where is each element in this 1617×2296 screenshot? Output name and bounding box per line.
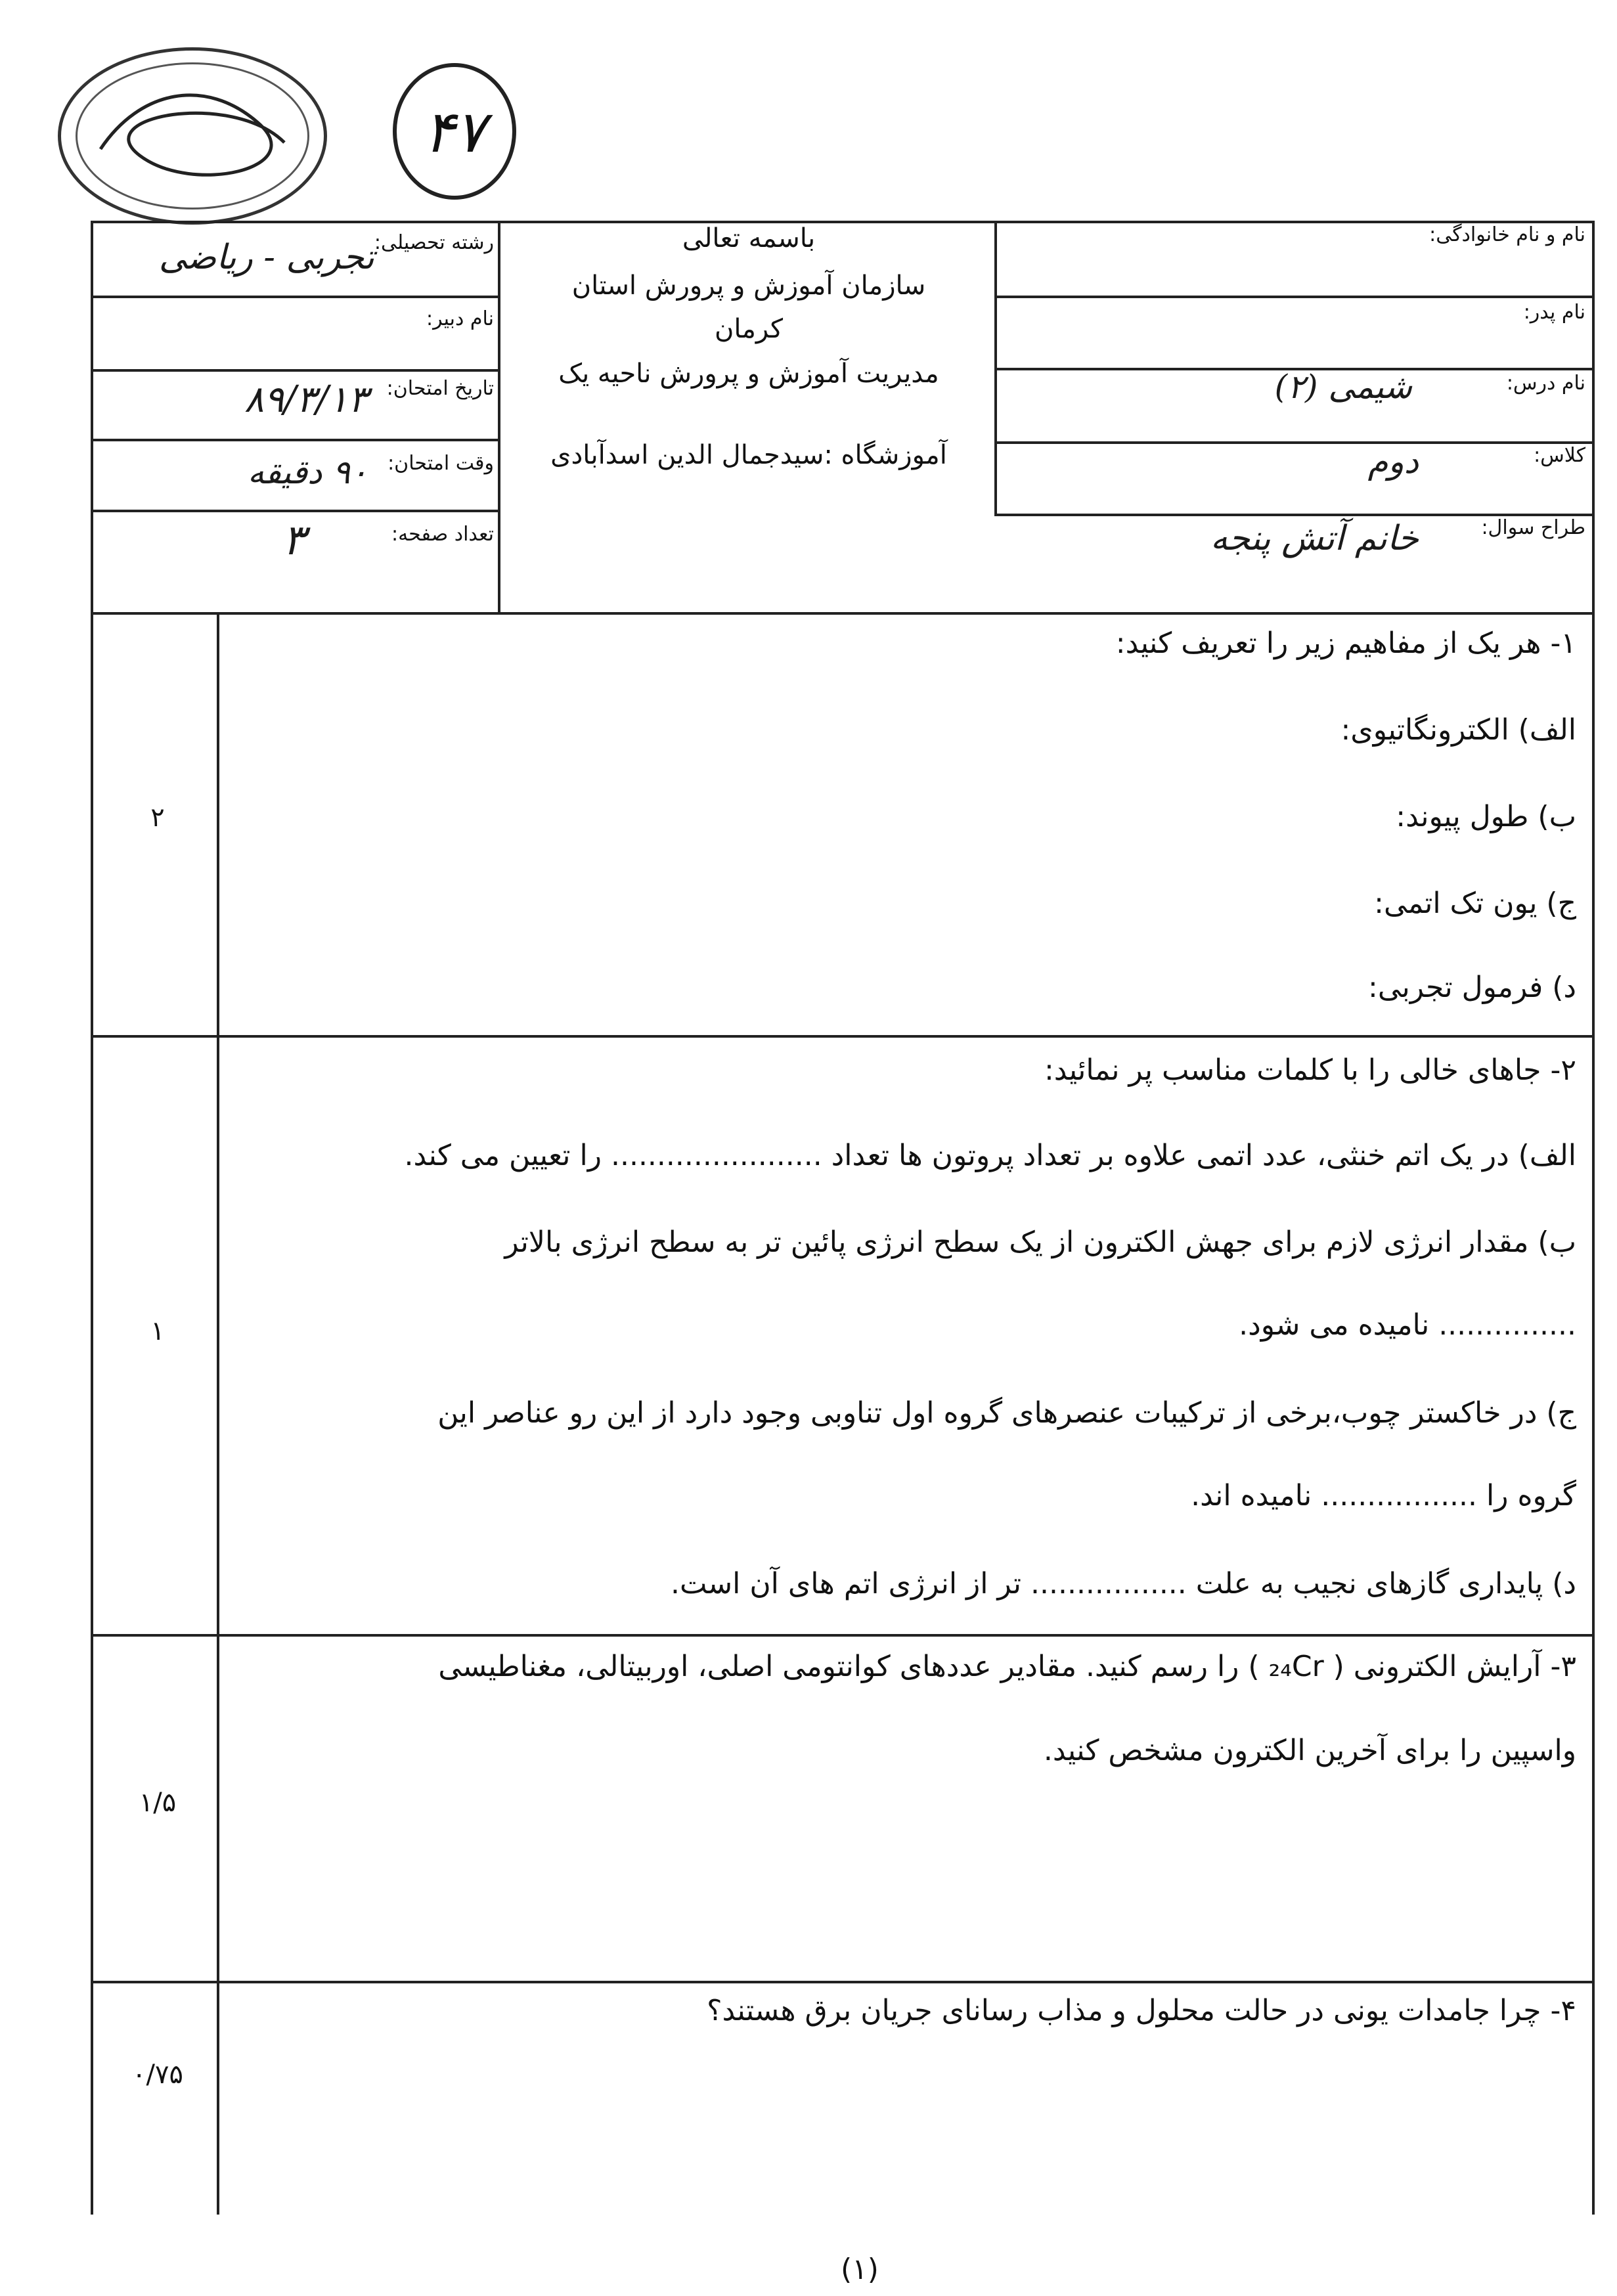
- q2-item-a: الف) در یک اتم خنثی، عدد اتمی علاوه بر تعداد پروتون ها تعداد ....................... را تعیین می کند.: [404, 1139, 1576, 1172]
- q2-score: ۱: [150, 1316, 165, 1346]
- father-name-label: نام پدر:: [1523, 301, 1585, 324]
- q2-item-b-line2: ............... نامیده می شود.: [1239, 1308, 1576, 1342]
- field-label: رشته تحصیلی:: [374, 231, 494, 254]
- subject-label: نام درس:: [1506, 372, 1585, 395]
- footer-page-number: (۱): [841, 2253, 879, 2286]
- student-name-label: نام و نام خانوادگی:: [1429, 223, 1585, 246]
- q1-item-c: ج) یون تک اتمی:: [1374, 887, 1576, 920]
- page-count-value: ۳: [282, 516, 305, 565]
- school-name: آموزشگاه :سیدجمال الدین اسدآبادی: [550, 440, 947, 470]
- q4-score: ۰/۷۵: [132, 2060, 183, 2090]
- designer-label: طراح سوال:: [1481, 516, 1585, 539]
- q4-line-1: ۴- چرا جامدات یونی در حالت محلول و مذاب رسانای جریان برق هستند؟: [707, 1994, 1576, 2027]
- q1-item-b: ب) طول پیوند:: [1396, 800, 1576, 833]
- q2-item-d: د) پایداری گازهای نجیب به علت ................. تر از انرژی اتم های آن است.: [671, 1567, 1576, 1601]
- class-value: دوم: [1367, 443, 1419, 481]
- page-count-label: تعداد صفحه:: [391, 523, 494, 546]
- q2-item-c-line2: گروه را ................. نامیده اند.: [1191, 1479, 1576, 1512]
- center-line-2: سازمان آموزش و پرورش استان: [571, 271, 926, 301]
- q2-title: ۲- جاهای خالی را با کلمات مناسب پر نمائید:: [1044, 1053, 1576, 1087]
- q2-item-b-line1: ب) مقدار انرژی لازم برای جهش الکترون از یک سطح انرژی پائین تر به سطح انرژی بالاتر: [504, 1225, 1576, 1259]
- center-line-4: مدیریت آموزش و پرورش ناحیه یک: [558, 359, 939, 389]
- field-value: تجربی - ریاضی: [158, 238, 374, 277]
- q3-line-2: واسپین را برای آخرین الکترون مشخص کنید.: [1043, 1734, 1576, 1767]
- q1-title: ۱- هر یک از مفاهیم زیر را تعریف کنید:: [1115, 627, 1576, 660]
- teacher-label: نام دبیر:: [426, 307, 494, 330]
- page-number-circle: ۴۷: [393, 63, 516, 200]
- center-line-3: کرمان: [714, 314, 784, 344]
- exam-time-label: وقت امتحان:: [388, 452, 494, 475]
- q1-item-d: د) فرمول تجربی:: [1368, 971, 1576, 1004]
- exam-date-label: تاریخ امتحان:: [386, 377, 494, 400]
- q3-line-1: ۳- آرایش الکترونی ( ₂₄Cr ) را رسم کنید. مقادیر عددهای کوانتومی اصلی، اوربیتالی، مغناطیسی: [438, 1650, 1576, 1683]
- signature-mark: [61, 51, 324, 221]
- exam-date-value: ۸۹/۳/۱۳: [244, 378, 368, 421]
- center-line-1: باسمه تعالی: [682, 223, 816, 254]
- q1-score: ۲: [150, 803, 165, 833]
- q2-item-c-line1: ج) در خاکستر چوب،برخی از ترکیبات عنصرهای گروه اول تناوبی وجود دارد از این رو عناصر این: [437, 1396, 1576, 1430]
- subject-value: شیمی (۲): [1274, 368, 1412, 406]
- designer-value: خانم آتش پنجه: [1210, 519, 1419, 558]
- q1-item-a: الف) الکترونگاتیوی:: [1340, 713, 1576, 747]
- class-label: کلاس:: [1534, 444, 1585, 467]
- school-seal: [58, 47, 327, 225]
- q3-score: ۱/۵: [139, 1788, 177, 1818]
- exam-time-value: ۹۰ دقیقه: [248, 453, 368, 491]
